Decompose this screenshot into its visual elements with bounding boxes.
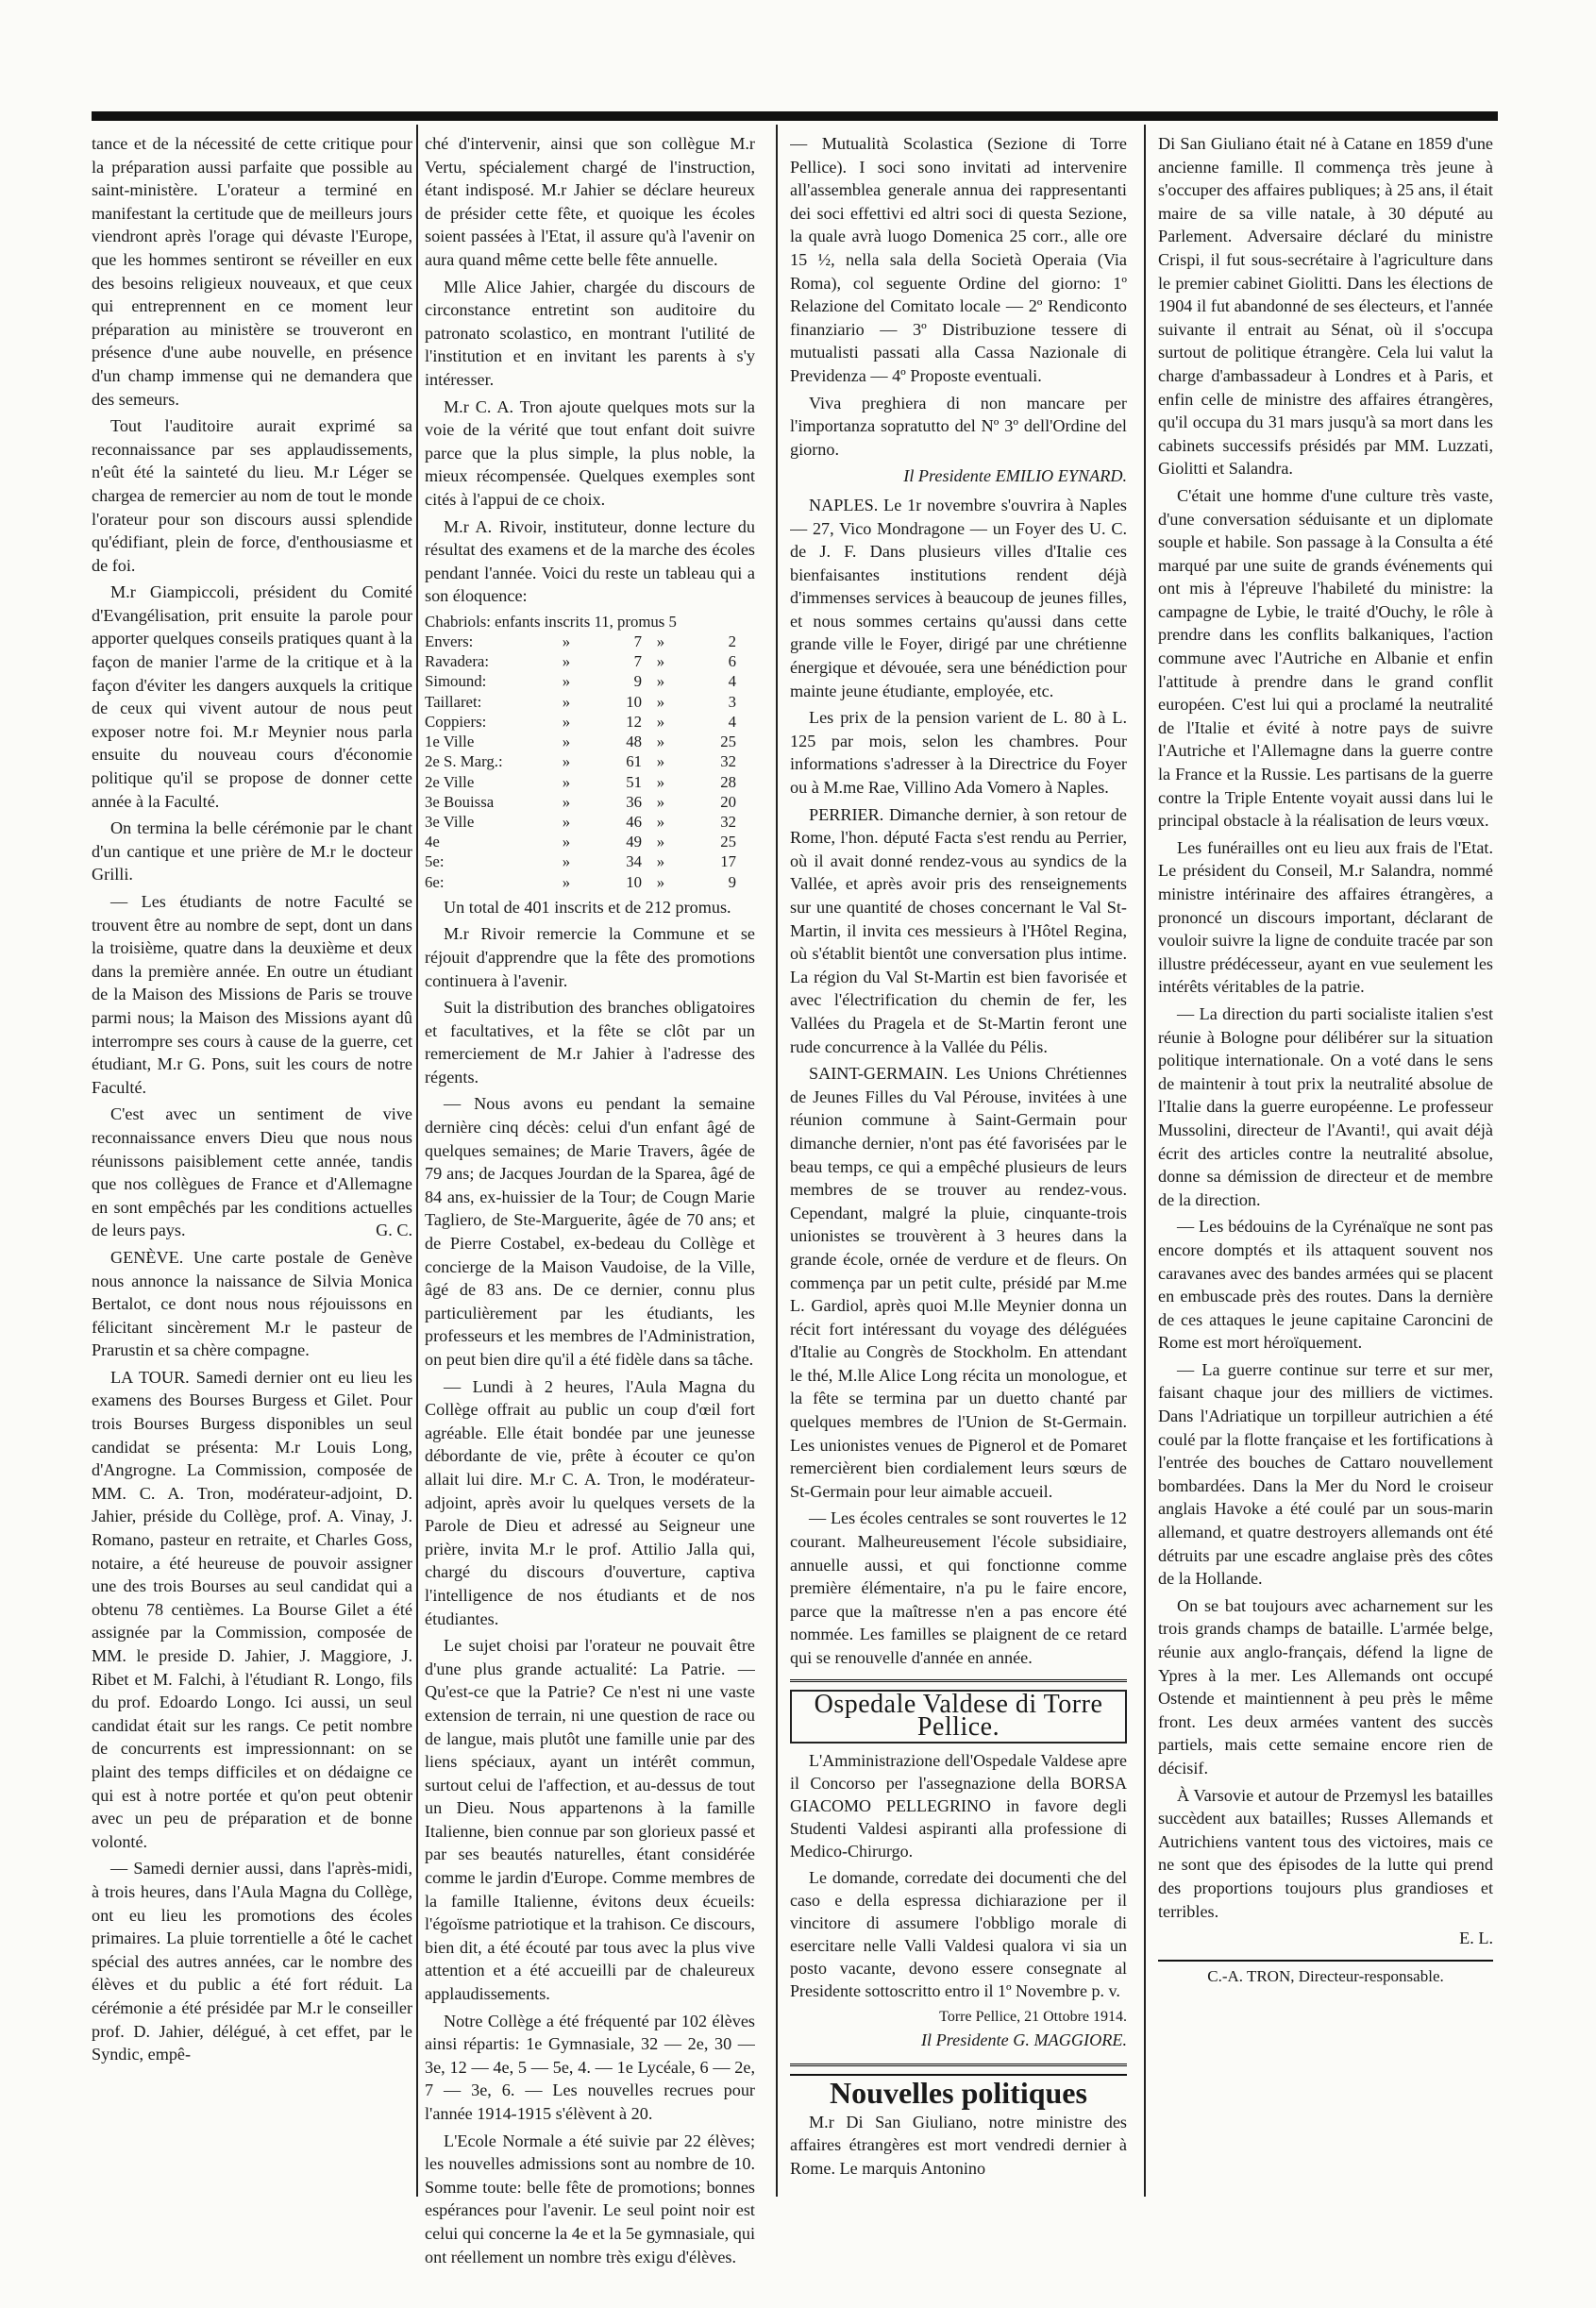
grades-ditto: » xyxy=(656,733,665,751)
notice-date: Torre Pellice, 21 Ottobre 1914. xyxy=(939,2008,1127,2025)
grades-row xyxy=(425,712,755,732)
grades-school: Coppiers: xyxy=(425,712,487,731)
grades-promus: 25 xyxy=(720,833,736,851)
grades-inscrits: 46 xyxy=(626,812,642,831)
paragraph: — Les bédouins de la Cyrénaïque ne sont pas encore domptés et ils attaquent souvent nos caravanes avec des bandes armées qui se placent en embuscade près des routes. Dans la dernière de ces attaques le jeune capitaine Caroncini de Rome est mort héroïquement. xyxy=(1158,1217,1493,1353)
grades-ditto: » xyxy=(656,652,665,671)
paragraph: Les funérailles ont eu lieu aux frais de l'Etat. Le président du Conseil, M.r Salandra, nommé ministre intérinaire des affaires étrangères, a prononcé un discours important, déclarant de vouloir suivre la ligne de conduite tracée par son illustre prédécesseur, ayant en vue seulement les intérêts véritables de la patrie. xyxy=(1158,837,1493,997)
grades-row xyxy=(425,772,755,792)
grades-ditto: » xyxy=(562,733,571,751)
grades-school: 1e Ville xyxy=(425,733,475,751)
grades-promus: 9 xyxy=(728,872,736,891)
column-rule xyxy=(1144,125,1146,2197)
grades-ditto: » xyxy=(656,833,665,851)
grades-ditto: » xyxy=(562,792,571,811)
grades-table xyxy=(425,612,755,892)
signature: G. C. xyxy=(376,1221,412,1240)
grades-ditto: » xyxy=(656,792,665,811)
grades-ditto: » xyxy=(656,772,665,791)
grades-inscrits: 10 xyxy=(626,692,642,711)
paragraph: Notre Collège a été fréquenté par 102 élèves ainsi répartis: 1e Gymnasiale, 32 — 2e, 30 — 3e, 12 — 4e, 5 — 5e, 4. — 1e Lycéale, 6 — 2e, 7 — 3e, 6. — Les nouvelles recrues pour l'année 1914-1915 s'élèvent à 20. xyxy=(425,2011,755,2123)
grades-inscrits: 51 xyxy=(626,772,642,791)
grades-ditto: » xyxy=(656,812,665,831)
grades-ditto: » xyxy=(562,652,571,671)
paragraph: ché d'intervenir, ainsi que son collègue M.r Vertu, spécialement chargé de l'instruction, étant indisposé. M.r Jahier se déclare heureux de présider cette fête, et quoique les écoles soient passées à l'Etat, il assure qu'à l'avenir on aura quand même cette belle fête annuelle. xyxy=(425,134,755,269)
grades-promus: 32 xyxy=(720,752,736,771)
paragraph: Suit la distribution des branches obligatoires et facultatives, et la fête se clôt par un remerciement de M.r Jahier à l'adresse des régents. xyxy=(425,998,755,1087)
column-3 xyxy=(790,132,1127,2284)
grades-school: 5e: xyxy=(425,852,445,871)
paragraph: — La guerre continue sur terre et sur mer, faisant chaque jour des milliers de victimes. Dans l'Adriatique un torpilleur autrichien a été coulé par la flotte française et les fortifications à l'entrée des bouches de Cattaro nouvellement bombardées. Dans la Mer du Nord le croiseur anglais Havoke a été coulé par un sous-marin allemand, et quatre destroyers allemands ont été détruits par une escadre anglaise près des côtes de la Hollande. xyxy=(1158,1359,1493,1589)
grades-ditto: » xyxy=(562,712,571,731)
paragraph-naples: NAPLES. Le 1r novembre s'ouvrira à Naples — 27, Vico Mondragone — un Foyer des U. C. de J. F. Dans plusieurs villes d'Italie ces bienfaisantes institutions rendent déjà d'immenses services à beaucoup de jeunes filles, et nous sommes certains qu'aussi dans cette grande ville le Foyer, dirigé par une chrétienne énergique et dévouée, sera une bénédiction pour mainte jeune étudiante, employée, etc. xyxy=(790,495,1127,700)
grades-rows xyxy=(425,632,755,892)
notice-box xyxy=(790,1679,1127,2066)
grades-inscrits: 49 xyxy=(626,833,642,851)
grades-promus: 2 xyxy=(728,632,736,651)
paragraph: À Varsovie et autour de Przemysl les batailles succèdent aux batailles; Russes Allemands et Autrichiens vantent tous des victoires, mais ce ne sont que des épisodes de la lutte qui prend des proportions toujours plus grandioses et terribles. xyxy=(1158,1785,1493,1921)
paragraph-geneve: GENÈVE. Une carte postale de Genève nous annonce la naissance de Silvia Monica Bertalot, ce dont nous nous réjouissons en félicitant sincèrement M.r le pasteur de Prarustin et sa chère compagne. xyxy=(92,1247,412,1360)
grades-ditto: » xyxy=(656,632,665,651)
grades-inscrits: 36 xyxy=(626,792,642,811)
paragraph: — Nous avons eu pendant la semaine dernière cinq décès: celui d'un enfant âgé de quelques semaines; de Marie Travers, âgée de 79 ans; de Jacques Jourdan de la Sparea, âgé de 84 ans, ex-huissier de la Tour; de Cougn Marie Tagliero, de Ste-Marguerite, âgée de 70 ans; et de Pierre Costabel, ex-bedeau du Collège et concierge de la Maison Vaudoise, de la Ville, âgé de 83 ans. De ce dernier, connu plus particulièrement par les étudiants, les professeurs et les membres de l'Administration, on peut bien dire qu'il a été fidèle dans sa tâche. xyxy=(425,1094,755,1369)
paragraph: Tout l'auditoire aurait exprimé sa reconnaissance par ses applaudissements, n'eût été la sainteté du lieu. M.r Léger se chargea de remercier au nom de tout le monde l'orateur pour son discours aussi splendide qu'édifiant, plein de force, d'enthousiasme et de foi. xyxy=(92,416,412,575)
notice-paragraph: Le domande, corredate dei documenti che del caso e della espressa dichiarazione per il vincitore di assumere l'obbligo morale di esercitare nelle Valli Valdesi qualora vi sia un posto vacante, devono essere consegnate al Presidente sottoscritto entro il 1º Novembre p. v. xyxy=(790,1867,1127,2000)
footer-editor: C.-A. TRON, Directeur-responsable. xyxy=(1158,1960,1493,1989)
grades-row xyxy=(425,812,755,832)
grades-row xyxy=(425,851,755,871)
grades-school: Envers: xyxy=(425,632,474,651)
grades-row xyxy=(425,732,755,751)
grades-school: 6e: xyxy=(425,872,445,891)
grades-ditto: » xyxy=(562,752,571,771)
paragraph-text: C'est avec un sentiment de vive reconnaissance envers Dieu que nous nous réunissons paisiblement cette année, tandis que nos collègues de France et d'Allemagne en sont empêchés par les conditions actuelles de leurs pays. xyxy=(92,1104,412,1240)
paragraph: M.r A. Rivoir, instituteur, donne lecture du résultat des examens et de la marche des écoles pendant l'année. Voici du reste un tableau qui a son éloquence: xyxy=(425,516,755,606)
paragraph: — Lundi à 2 heures, l'Aula Magna du Collège offrait au public un coup d'œil fort agréable. Elle était bondée par une jeunesse débordante de vie, prête à écouter ce qu'on allait lui dire. M.r C. A. Tron, le modérateur-adjoint, après avoir lu quelques versets de la Parole de Dieu et adressé au Seigneur une prière, invita M.r le prof. Attilio Jalla qui, chargé du discours d'ouverture, captiva l'intelligence de nos étudiants et de nos étudiantes. xyxy=(425,1376,755,1628)
paragraph: — Les écoles centrales se sont rouvertes le 12 courant. Malheureusement l'école subsidiaire, annuelle aussi, et qui fonctionne comme première élémentaire, n'a pu le faire encore, parce que la maîtresse n'en a pas encore été nommée. Les familles se plaignent de ce retard qui se renouvelle d'année en année. xyxy=(790,1508,1127,1667)
column-2 xyxy=(425,132,755,2284)
paragraph: On se bat toujours avec acharnement sur les trois grands champs de bataille. L'armée belge, réunie aux anglo-français, défend la ligne de Ypres à la mer. Les Allemands ont occupé Ostende et maintiennent à peu près le même front. Les deux armées vantent des succès partiels, mais cette semaine encore rien de décisif. xyxy=(1158,1595,1493,1777)
grades-school: Ravadera: xyxy=(425,652,490,671)
grades-promus: 25 xyxy=(720,733,736,751)
signature: Il Presidente EMILIO EYNARD. xyxy=(903,466,1127,486)
paragraph: Le sujet choisi par l'orateur ne pouvait être d'une plus grande actualité: La Patrie. — Qu'est-ce que la Patrie? Ce n'est ni une vaste extension de terrain, ni une question de race ou de langue, mais plutôt une famille unie par des liens spéciaux, ayant un intérêt commun, surtout celui de l'affection, et au-dessus de tout un Dieu. Nous appartenons à la famille Italienne, bien connue par son glorieux passé et par ses beautés naturelles, étant considérée comme le jardin d'Europe. Comme membres de la famille Italienne, évitons deux écueils: l'égoïsme patriotique et la trahison. Ce discours, bien dit, a été écouté par tous avec la plus vive attention et a été accueilli par de chaleureux applaudissements. xyxy=(425,1636,755,2004)
grades-ditto: » xyxy=(656,752,665,771)
column-rule xyxy=(416,125,418,2197)
grades-row xyxy=(425,751,755,771)
grades-promus: 28 xyxy=(720,772,736,791)
grades-ditto: » xyxy=(656,692,665,711)
grades-school: 2e S. Marg.: xyxy=(425,752,503,771)
grades-promus: 3 xyxy=(728,692,736,711)
grades-ditto: » xyxy=(562,872,571,891)
paragraph xyxy=(92,1103,412,1242)
paragraph: — Samedi dernier aussi, dans l'après-midi, à trois heures, dans l'Aula Magna du Collège, ont eu lieu les promotions des écoles primaires. La pluie torrentielle a ôté le cachet spécial des autres années, car le nombre des élèves et du public a été fort réduit. La cérémonie a été présidée par M.r le conseiller prof. D. Jahier, délégué, à cet effet, par le Syndic, empê- xyxy=(92,1859,412,2064)
grades-school: Simound: xyxy=(425,672,487,691)
paragraph-perrier: PERRIER. Dimanche dernier, à son retour de Rome, l'hon. député Facta s'est rendu au Perrier, où il avait donné rendez-vous au syndics de la Vallée, et après avoir pris des renseignements sur une quantité de choses concernant le Val St-Martin, il invita ces messieurs à l'Hôtel Regina, où s'établit bientôt une conversation plus intime. La région du Val St-Martin est bien favorisée et avec l'électrification du chemin de fer, les Vallées du Pragela et de St-Martin feront une rude concurrence à la Vallée du Pélis. xyxy=(790,804,1127,1056)
grades-promus: 4 xyxy=(728,712,736,731)
grades-ditto: » xyxy=(562,812,571,831)
paragraph-la-tour: LA TOUR. Samedi dernier ont eu lieu les examens des Bourses Burgess et Gilet. Pour trois Bourses Burgess disponibles un seul candidat se présenta: M.r Louis Long, d'Angrogne. La Commission, composée de MM. C. A. Tron, modérateur-adjoint, D. Jahier, préside du Collège, prof. A. Vinay, J. Romano, pasteur en retraite, et Charles Goss, notaire, a été heureuse de pouvoir assigner une des trois Bourses au seul candidat qui a obtenu 78 centièmes. La Bourse Gilet a été assignée par la Commission, composée de MM. le preside D. Jahier, J. Maggiore, J. Ribet et M. Falchi, à l'étudiant R. Longo, fils du prof. Edoardo Longo. Ici aussi, un seul candidat était sur les rangs. Ce petit nombre de concurrents est impressionnant: on se plaint des temps difficiles et on dédaigne ce qui est à notre portée et qu'on peut obtenir avec un peu de préparation et de bonne volonté. xyxy=(92,1367,412,1851)
grades-row xyxy=(425,792,755,812)
paragraph: — Mutualità Scolastica (Sezione di Torre Pellice). I soci sono invitati ad intervenire all'assemblea generale annua dei rappresentanti dei soci effettivi ed altri soci di questa Sezione, la quale avrà luogo Domenica 25 corr., alle ore 15 ½, nella sala della Società Operaia (Via Roma), col seguente Ordine del giorno: 1º Relazione del Comitato locale — 2º Rendiconto finanziario — 3º Distribuzione tessere di mutualisti passati alla Cassa Nazionale di Previdenza — 4º Proposte eventuali. xyxy=(790,134,1127,385)
paragraph: Viva preghiera di non mancare per l'importanza sopratutto del Nº 3º dell'Ordine del giorno. xyxy=(790,393,1127,459)
section-heading: Nouvelles politiques xyxy=(790,2074,1127,2105)
grades-ditto: » xyxy=(656,872,665,891)
notice-signature: Il Presidente G. MAGGIORE. xyxy=(920,2030,1127,2050)
paragraph: C'était une homme d'une culture très vaste, d'une conversation séduisante et un diplomate souple et habile. Son passage à la Consulta a été marqué par une suite de grands événements qui ont mis à l'épreuve l'habileté du ministre: la campagne de Lybie, le traité d'Ouchy, le rôle à prendre dans les conflits balkaniques, l'action commune avec l'Autriche en Albanie et enfin l'attitude à prendre dans le grand conflit européen. C'est lui qui a proclamé la neutralité de l'Italie et évité à notre pays de suivre l'Autriche et l'Allemagne dans la guerre contre la France et la Russie. Les partisans de la guerre contre la Triple Entente voyait aussi dans lui le principal obstacle à la réalisation de leurs vœux. xyxy=(1158,485,1493,831)
paragraph: M.r C. A. Tron ajoute quelques mots sur la voie de la vérité que tout enfant doit suivre parce que la plus simple, la plus noble, la mieux récompensée. Quelques exemples sont cités à l'appui de ce choix. xyxy=(425,396,755,509)
grades-ditto: » xyxy=(562,772,571,791)
paragraph: Les prix de la pension varient de L. 80 à L. 125 par mois, selon les chambres. Pour informations s'adresser à la Directrice du Foyer ou à M.me Rae, Villino Ada Vomero à Naples. xyxy=(790,708,1127,798)
grades-school: 3e Ville xyxy=(425,812,475,831)
paragraph: M.r Rivoir remercie la Commune et se réjouit d'apprendre que la fête des promotions continuera à l'avenir. xyxy=(425,924,755,990)
grades-ditto: » xyxy=(562,852,571,871)
grades-row xyxy=(425,632,755,651)
grades-ditto: » xyxy=(562,692,571,711)
grades-row xyxy=(425,832,755,851)
grades-ditto: » xyxy=(562,833,571,851)
grades-ditto: » xyxy=(656,712,665,731)
paragraph: M.r Giampiccoli, président du Comité d'Evangélisation, prit ensuite la parole pour apporter quelques conseils pratiques quant à la façon de manier l'arme de la critique et à la façon d'éviter les dangers auxquels la critique de ceux qui vivent autour de nous peut exposer notre foi. M.r Meynier nous parla ensuite du nouveau cours d'économie politique qu'il se propose de donner cette année à la Faculté. xyxy=(92,582,412,811)
paragraph: tance et de la nécessité de cette critique pour la préparation aussi parfaite que possible au saint-ministère. L'orateur a terminé en manifestant la certitude que de meilleurs jours viendront après l'orage qui dévaste l'Europe, que les hommes sentiront se réveiller en eux des besoins religieux nouveaux, et que ceux qui entreprennent en ce moment leur préparation au ministère se trouveront en présence d'une aube nouvelle, en présence d'un champ immense qui ne demandera que des semeurs. xyxy=(92,134,412,409)
grades-ditto: » xyxy=(656,852,665,871)
paragraph: Di San Giuliano était né à Catane en 1859 d'une ancienne famille. Il commença très jeune à s'occuper des affaires publiques; à 25 ans, il était maire de sa ville natale, à 30 député au Parlement. Adversaire déclaré du ministre Crispi, il fut sous-secrétaire à l'agriculture dans le premier cabinet Giolitti. Dans les élections de 1904 il fut abandonné de ses électeurs, et l'année suivante il entrait au Sénat, où il s'occupa surtout de politique étrangère. Cela lui valut la charge d'ambassadeur à Londres et à Paris, et enfin celle de ministre des affaires étrangères, qu'il occupa du 31 mars jusqu'à sa mort dans les cabinets successifs présidés par MM. Luzzati, Giolitti et Salandra. xyxy=(1158,134,1493,479)
grades-promus: 6 xyxy=(728,652,736,671)
grades-promus: 4 xyxy=(728,672,736,691)
paragraph-saint-germain: SAINT-GERMAIN. Les Unions Chrétiennes de Jeunes Filles du Val Pérouse, invitées à une réunion commune à Saint-Germain pour dimanche dernier, n'ont pas été favorisées par le beau temps, ce qui a empêché plusieurs de leurs membres de se trouver au rendez-vous. Cependant, malgré la pluie, cinquante-trois unionistes se trouvèrent à 3 heures dans la grande école, ornée de verdure et de fleurs. On commença par un petit culte, présidé par M.me L. Gardiol, après quoi M.lle Meynier donna un récit fort intéressant du voyage des déléguées d'Italie au Congrès de Stockholm. En attendant le thé, M.lle Alice Long récita un monologue, et la fête se termina par un duetto chanté par quelques membres de l'Union de St-Germain. Les unionistes venues de Pignerol et de Pomaret remercièrent bien cordialement leurs sœurs de St-Germain pour leur aimable accueil. xyxy=(790,1064,1127,1501)
grades-inscrits: 7 xyxy=(633,632,642,651)
grades-inscrits: 10 xyxy=(626,872,642,891)
grades-inscrits: 12 xyxy=(626,712,642,731)
grades-inscrits: 61 xyxy=(626,752,642,771)
paragraph: On termina la belle cérémonie par le chant d'un cantique et une prière de M.r le docteur Grilli. xyxy=(92,818,412,884)
paragraph: — Les étudiants de notre Faculté se trouvent être au nombre de sept, dont un dans la troisième, quatre dans la deuxième et deux dans la première année. En outre un étudiant de la Maison des Missions de Paris se trouve parmi nous; la Maison des Missions ayant dû interrompre ses cours à cause de la guerre, cet étudiant, M.r G. Pons, suit les cours de notre Faculté. xyxy=(92,892,412,1097)
grades-ditto: » xyxy=(562,632,571,651)
paragraph: M.r Di San Giuliano, notre ministre des affaires étrangères est mort vendredi dernier à Rome. Le marquis Antonino xyxy=(790,2112,1127,2178)
grades-promus: 32 xyxy=(720,812,736,831)
grades-school: Taillaret: xyxy=(425,692,482,711)
signature: E. L. xyxy=(1459,1929,1493,1948)
grades-row xyxy=(425,872,755,892)
grades-inscrits: 9 xyxy=(633,672,642,691)
grades-promus: 17 xyxy=(720,852,736,871)
grades-school: 2e Ville xyxy=(425,772,475,791)
notice-paragraph: L'Amministrazione dell'Ospedale Valdese apre il Concorso per l'assegnazione della BORSA GIACOMO PELLEGRINO in favore degli Studenti Valdesi aspiranti alla professione di Medico-Chirurgo. xyxy=(790,1750,1127,1861)
paragraph: Un total de 401 inscrits et de 212 promus. xyxy=(444,897,731,917)
grades-school: 4e xyxy=(425,833,440,851)
paragraph: — La direction du parti socialiste italien s'est réunie à Bologne pour délibérer sur la situation politique internationale. On a voté dans le sens de maintenir à tout prix la neutralité absolue de l'Italie dans la guerre européenne. Le professeur Mussolini, directeur de l'Avanti!, qui avait déjà écrit des articles contre la neutralité absolue, donne sa démission de directeur et de membre de la direction. xyxy=(1158,1003,1493,1209)
grades-inscrits: 7 xyxy=(633,652,642,671)
grades-row xyxy=(425,651,755,671)
grades-school: 3e Bouissa xyxy=(425,792,495,811)
grades-header: Chabriols: enfants inscrits 11, promus 5 xyxy=(425,612,677,631)
paragraph: Mlle Alice Jahier, chargée du discours de circonstance entretint son auditoire du patronato scolastico, en montrant l'utilité de l'institution et en invitant les parents à s'y intéresser. xyxy=(425,277,755,389)
grades-row xyxy=(425,692,755,712)
paragraph: L'Ecole Normale a été suivie par 22 élèves; les nouvelles admissions sont au nombre de 10. Somme toute: belle fête de promotions; bonnes espérances pour l'avenir. Le seul point noir est celui qui concerne la 4e et la 5e gymnasiale, qui ont réellement un nombre très exigu d'élèves. xyxy=(425,2131,755,2266)
grades-row xyxy=(425,671,755,691)
grades-ditto: » xyxy=(562,672,571,691)
grades-promus: 20 xyxy=(720,792,736,811)
grades-inscrits: 48 xyxy=(626,733,642,751)
column-4 xyxy=(1158,132,1493,2284)
column-rule xyxy=(776,125,778,2197)
grades-inscrits: 34 xyxy=(626,852,642,871)
column-1 xyxy=(92,132,412,2284)
notice-title: Ospedale Valdese di Torre Pellice. xyxy=(790,1690,1127,1744)
top-rule xyxy=(92,111,1498,121)
grades-ditto: » xyxy=(656,672,665,691)
